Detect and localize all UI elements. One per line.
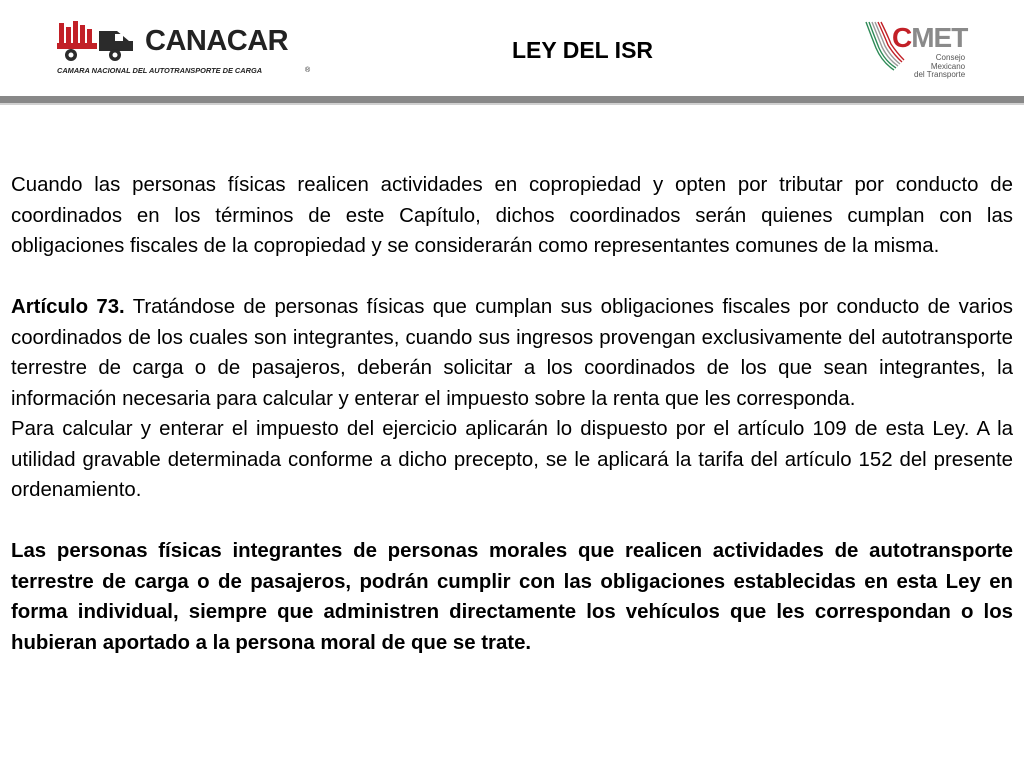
cmet-name-first: C <box>892 22 912 53</box>
slide-header <box>0 0 1024 96</box>
cmet-name-rest: MET <box>911 22 968 53</box>
cmet-name <box>892 22 967 54</box>
cmet-subtitle: Consejo Mexicano del Transporte <box>914 53 966 79</box>
paragraph-spacer <box>11 506 1013 537</box>
canacar-logo <box>55 17 315 81</box>
paragraph-copropiedad: Cuando las personas físicas realicen actividades en copropiedad y opten por tributar por conducto de coordinados en los términos de este Capítulo, dichos coordinados serán quienes cumplan con las obligaciones fiscales de la copropiedad y se considerarán como representantes comunes de la misma. <box>11 174 1013 257</box>
paragraph-spacer <box>11 262 1013 293</box>
truck-logo-icon <box>55 17 143 63</box>
paragraph-calculo: Para calcular y enterar el impuesto del ejercicio aplicarán lo dispuesto por el artículo 109 de esta Ley. A la utilidad gravable determinada conforme a dicho precepto, se le aplicará la tarifa del artículo 152 del presente ordenamiento. <box>11 418 1013 501</box>
canacar-subtitle: CAMARA NACIONAL DEL AUTOTRANSPORTE DE CARGA <box>57 66 263 75</box>
header-divider-shadow <box>0 103 1024 105</box>
registered-mark: ® <box>305 67 311 74</box>
canacar-name: CANACAR <box>145 25 289 57</box>
paragraph-personas-morales: Las personas físicas integrantes de personas morales que realicen actividades de autotransporte terrestre de carga o de pasajeros, podrán cumplir con las obligaciones establecidas en esta Ley en forma individual, siempre que administren directamente los vehículos que les correspondan o los hubieran aportado a la persona moral de que se trate. <box>11 540 1013 654</box>
cmet-logo <box>862 18 992 82</box>
article-label: Artículo 73. <box>11 296 125 318</box>
article-text: Tratándose de personas físicas que cumplan sus obligaciones fiscales por conducto de varios coordinados de los cuales son integrantes, cuando sus ingresos provengan exclusivamente del autotransporte terrestre de carga o de pasajeros, deberán solicitar a los coordinados de los que sean integrantes, la información necesaria para calcular y enterar el impuesto sobre la renta que les corresponda. <box>11 296 1013 410</box>
slide-body <box>11 170 1013 658</box>
page-title: LEY DEL ISR <box>512 37 654 63</box>
paragraph-articulo-73 <box>11 292 1013 414</box>
header-divider <box>0 96 1024 103</box>
